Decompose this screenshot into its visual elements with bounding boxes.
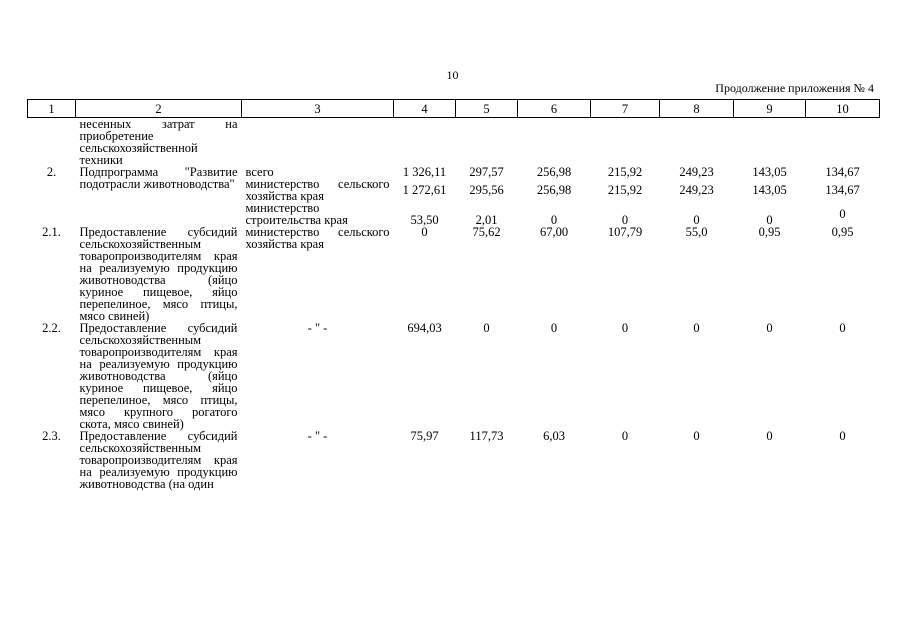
value-cell: 107,79 [607, 225, 643, 239]
header-cell: 4 [394, 100, 456, 118]
row-name: несенных затрат на приобретение сельскохозяйственной техники [79, 117, 238, 167]
value-cell: 249,23 [679, 183, 714, 197]
value-cell: 53,50 [410, 213, 439, 227]
row-number: 2.1. [42, 225, 61, 239]
value-cell: 215,92 [607, 165, 643, 179]
value-cell: 0 [766, 213, 773, 227]
table-row [28, 226, 880, 322]
value-cell: 0 [483, 321, 490, 335]
row-number: 2. [46, 165, 57, 179]
value-cell: 0 [766, 429, 773, 443]
continuation-note: Продолжение приложения № 4 [715, 81, 874, 95]
value-cell: 0 [550, 213, 558, 227]
value-cell: 0,95 [758, 225, 781, 239]
source-cell: министерство сельского хозяйства края [245, 177, 390, 203]
value-cell: 0 [766, 321, 773, 335]
value-cell: 0 [693, 321, 700, 335]
value-cell: 134,67 [825, 183, 860, 197]
value-cell: 0 [839, 429, 846, 443]
value-cell: 0 [621, 213, 629, 227]
value-cell: 75,62 [472, 225, 501, 239]
value-cell: 249,23 [679, 165, 714, 179]
value-cell: 215,92 [607, 183, 643, 197]
row-number: 2.2. [42, 321, 61, 335]
value-cell: 117,73 [469, 429, 504, 443]
source-cell: всего [245, 165, 274, 179]
value-cell: 55,0 [685, 225, 708, 239]
source-cell: - " - [307, 429, 328, 443]
value-cell: 0 [621, 321, 629, 335]
row-name: Подпрограмма "Развитие подотрасли животноводства" [79, 165, 238, 191]
value-cell: 0,95 [831, 225, 854, 239]
header-cell: 10 [806, 100, 880, 118]
header-cell: 1 [28, 100, 76, 118]
table-row [28, 118, 880, 167]
header-cell: 2 [76, 100, 242, 118]
value-cell: 0 [621, 429, 629, 443]
value-cell: 143,05 [752, 165, 787, 179]
source-cell: - " - [307, 321, 328, 335]
value-cell: 0 [839, 207, 846, 221]
value-cell: 6,03 [543, 429, 565, 443]
row-name: Предоставление субсидий сельскохозяйственным товаропроизводителям края на реализуемую продукцию животноводства (на один [79, 429, 238, 491]
header-row [28, 100, 880, 118]
page-number: 10 [446, 68, 459, 82]
value-cell: 1 326,11 [402, 165, 447, 179]
value-cell: 0 [693, 213, 700, 227]
value-cell: 134,67 [825, 165, 860, 179]
header-cell: 9 [734, 100, 806, 118]
table-row [28, 322, 880, 430]
value-cell: 0 [839, 321, 846, 335]
value-cell: 297,57 [469, 165, 504, 179]
header-cell: 6 [518, 100, 591, 118]
source-cell: министерство строительства края [245, 201, 348, 227]
value-cell: 1 272,61 [402, 183, 447, 197]
header-cell: 5 [456, 100, 518, 118]
header-cell: 3 [242, 100, 394, 118]
table-row [28, 166, 880, 178]
value-cell: 2,01 [475, 213, 498, 227]
value-cell: 75,97 [410, 429, 439, 443]
value-cell: 0 [421, 225, 428, 239]
row-number [28, 118, 76, 167]
value-cell: 0 [550, 321, 558, 335]
value-cell: 67,00 [539, 225, 569, 239]
funding-table [27, 99, 880, 490]
value-cell: 256,98 [536, 165, 572, 179]
row-number: 2.3. [42, 429, 61, 443]
source-cell: министерство сельского хозяйства края [245, 225, 390, 251]
value-cell: 295,56 [469, 183, 504, 197]
value-cell: 256,98 [536, 183, 572, 197]
header-cell: 8 [660, 100, 734, 118]
row-name: Предоставление субсидий сельскохозяйственным товаропроизводителям края на реализуемую продукцию животноводства (яйцо куриное пищевое, яйцо перепелиное, мясо птицы, мясо крупного рогатого скота, мясо свиней) [79, 321, 238, 431]
row-name: Предоставление субсидий сельскохозяйственным товаропроизводителям края на реализуемую продукцию животноводства (яйцо куриное пищевое, яйцо перепелиное, мясо птицы, мясо свиней) [79, 225, 238, 323]
header-cell: 7 [591, 100, 660, 118]
value-cell: 143,05 [752, 183, 787, 197]
value-cell: 694,03 [407, 321, 442, 335]
table-row [28, 430, 880, 490]
value-cell: 0 [693, 429, 700, 443]
